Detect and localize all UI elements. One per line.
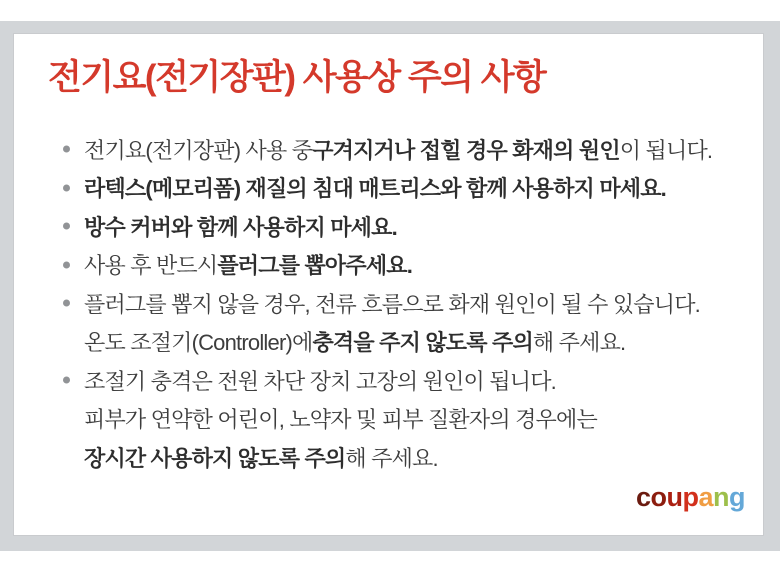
- warning-text: 구겨지거나 접힐 경우 화재의 원인: [312, 137, 620, 163]
- warning-text: 해 주세요.: [345, 445, 438, 471]
- warning-item: [48, 246, 735, 285]
- warning-text: 라텍스(메모리폼) 재질의 침대 매트리스와 함께 사용하지 마세요.: [84, 176, 666, 202]
- warning-item-continuation: [48, 323, 735, 362]
- warning-item: [48, 130, 735, 169]
- bullet-icon: [63, 184, 70, 191]
- logo-letter: o: [650, 482, 667, 512]
- logo-letter: n: [713, 482, 729, 512]
- card-content: [14, 34, 763, 535]
- logo-letter: c: [635, 482, 651, 512]
- page-title: 전기요(전기장판) 사용상 주의 사항: [48, 58, 546, 97]
- warning-text: 피부가 연약한 어린이, 노약자 및 피부 질환자의 경우에는: [84, 407, 597, 433]
- warning-text: 온도 조절기(Controller)에: [84, 330, 313, 356]
- warning-text: 충격을 주지 않도록 주의: [312, 330, 533, 356]
- logo-letter: g: [729, 482, 745, 512]
- logo-letter: a: [698, 482, 713, 512]
- warning-item: [48, 361, 735, 400]
- warning-text: 플러그를 뽑아주세요.: [217, 253, 413, 279]
- bullet-icon: [63, 261, 70, 268]
- coupang-logo: [636, 484, 745, 511]
- logo-letter: u: [666, 482, 683, 512]
- warning-text: 해 주세요.: [532, 330, 626, 356]
- warning-text: 전기요(전기장판) 사용 중: [84, 137, 313, 163]
- warning-text: 방수 커버와 함께 사용하지 마세요.: [84, 214, 397, 240]
- warning-notice-card: [13, 33, 764, 536]
- warning-text: 장시간 사용하지 않도록 주의: [84, 445, 346, 471]
- warning-text: 플러그를 뽑지 않을 경우, 전류 흐름으로 화재 원인이 될 수 있습니다.: [84, 291, 700, 317]
- bullet-icon: [63, 223, 70, 230]
- warning-item-continuation: [48, 400, 735, 439]
- warning-item: [48, 284, 735, 323]
- warnings-list: [48, 130, 735, 477]
- bullet-icon: [63, 146, 70, 153]
- bullet-icon: [63, 377, 70, 384]
- logo-letter: p: [682, 482, 699, 512]
- warning-item: [48, 207, 735, 246]
- warning-text: 사용 후 반드시: [84, 253, 218, 279]
- warning-text: 이 됩니다.: [619, 137, 713, 163]
- warning-item: [48, 169, 735, 208]
- bullet-icon: [63, 300, 70, 307]
- warning-item-continuation: [48, 438, 735, 477]
- warning-text: 조절기 충격은 전원 차단 장치 고장의 원인이 됩니다.: [84, 368, 556, 394]
